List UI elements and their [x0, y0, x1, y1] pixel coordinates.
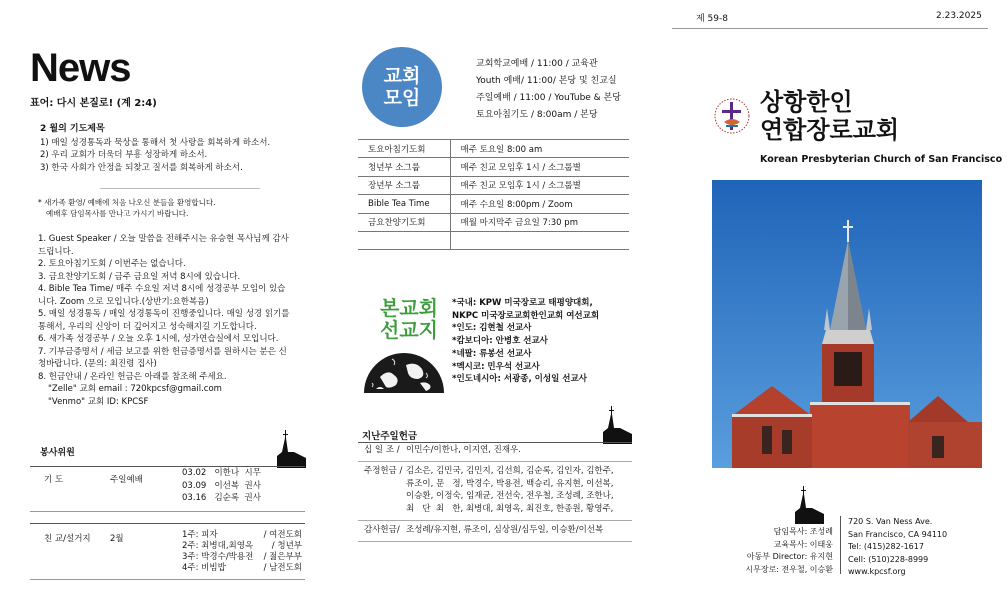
cleaning-duty-row	[182, 530, 302, 541]
issue-date: 2.23.2025	[936, 11, 982, 21]
prayer-duty-row: 03.09 이선복 권사	[182, 480, 261, 491]
announcement-list	[38, 233, 308, 408]
announcement-line: 8. 헌금안내 / 온라인 헌금은 아래를 참조해 주세요.	[38, 371, 227, 382]
mission-item: *네팔: 류봉선 선교사	[452, 348, 532, 359]
prayer-title: 2 월의 기도제목	[40, 124, 105, 134]
mission-item: *인도: 김현철 선교사	[452, 323, 532, 334]
table-row	[358, 231, 629, 249]
prayer-duty-rows	[182, 467, 261, 505]
prayer-block	[40, 123, 300, 174]
meeting-time: 매주 친교 모임후 1시 / 소그룹별	[450, 158, 629, 176]
pcusa-seal-icon	[712, 94, 752, 144]
worship-schedule	[476, 56, 621, 124]
address-line: San Francisco, CA 94110	[848, 529, 948, 539]
offering-line: 최 단 최 한, 최병대, 최영옥, 최진호, 한종원, 황영주,	[406, 503, 614, 514]
announcement-line: 드립니다.	[38, 246, 74, 257]
offering-line: 이승환, 이정숙, 임재균, 전선숙, 전우철, 조성례, 조한나,	[406, 491, 614, 501]
cleaning-duty-label: 친 교/설거지	[44, 534, 91, 544]
sunday-offering-label: 주정헌금 /	[364, 466, 403, 476]
meeting-time: 매주 수요일 8:00pm / Zoom	[450, 195, 629, 213]
mission-item: NKPC 미국장로교회한인교회 여선교회	[452, 310, 600, 321]
news-motto: 표어: 다시 본질로! (계 2:4)	[30, 98, 157, 109]
mission-title-line: 본교회	[380, 296, 438, 320]
staff-line: 교육목사: 이태웅	[773, 539, 833, 549]
divider	[100, 188, 260, 189]
meeting-time: 매주 친교 모임후 1시 / 소그룹별	[450, 176, 629, 194]
announcement-line: 니다. Zoom 으로 모입니다.(상반기:요한복음)	[38, 296, 209, 307]
divider	[840, 516, 841, 574]
offering-line: 김소은, 김민국, 김민지, 김선희, 김순록, 김인자, 김한주,	[406, 466, 614, 476]
cleaning-group: / 여전도회	[263, 530, 302, 540]
news-title: News	[30, 46, 131, 90]
zelle-info: "Zelle" 교회 email : 720kpcsf@gmail.com	[48, 384, 222, 394]
cleaning-group: / 남전도회	[263, 563, 302, 573]
header-divider	[672, 28, 988, 29]
cleaning-duty-row	[182, 563, 302, 574]
announcement-line: 6. 새가족 성경공부 / 오늘 오후 1시에, 성가연습실에서 모입니다.	[38, 334, 279, 344]
cleaning-group: / 청년부	[271, 541, 302, 551]
tithe-label: 십 일 조 /	[364, 445, 400, 455]
meeting-name: 청년부 소그룹	[358, 158, 450, 176]
meeting-name: 토요아침기도회	[358, 140, 450, 158]
address-line: Tel: (415)282-1617	[848, 542, 924, 551]
staff-line: 시무장로: 전우철, 이승환	[745, 564, 833, 574]
meeting-name: 장년부 소그룹	[358, 176, 450, 194]
cleaning-item: 2주: 최병대,최영옥	[182, 541, 254, 551]
mission-item: *국내: KPW 미국장로교 태평양대회,	[452, 298, 593, 308]
address-line: 720 S. Van Ness Ave.	[848, 517, 933, 526]
meeting-time: 매월 마지막주 금요일 7:30 pm	[450, 213, 629, 231]
cleaning-item: 4주: 비빔밥	[182, 563, 226, 573]
table-row	[358, 158, 629, 176]
worship-badge-line: 모임	[383, 87, 421, 109]
schedule-item: 토요아침기도 / 8:00am / 본당	[476, 110, 598, 120]
divider	[30, 511, 305, 512]
prayer-duty-label: 기 도	[44, 475, 64, 485]
service-title: 봉사위원	[40, 448, 75, 458]
offering-line: 류조이, 문 정, 박경수, 박용전, 백승리, 유지현, 이선복,	[406, 478, 614, 489]
thanks-offering-label: 감사헌금/	[364, 525, 400, 535]
cleaning-item: 1주: 피자	[182, 530, 218, 540]
announcement-line: 4. Bible Tea Time/ 매주 수요일 저녁 8시에 성경공부 모임이 있습	[38, 284, 286, 294]
church-name-line: 상항한인	[760, 88, 853, 116]
divider	[30, 579, 305, 580]
announcement-line: 2. 토요아침기도회 / 이번주는 없습니다.	[38, 259, 186, 269]
church-name-line: 연합장로교회	[760, 116, 900, 144]
staff-line: 아동부 Director: 유지현	[746, 552, 833, 561]
announcement-line: 통해서, 우리의 신앙이 더 깊어지고 성숙해지길 기도합니다.	[38, 321, 257, 332]
table-row	[358, 195, 629, 213]
announcement-line: 청바랍니다. (문의: 최진령 집사)	[38, 359, 157, 369]
worship-badge	[362, 47, 442, 127]
prayer-duty-type: 주일예배	[110, 475, 143, 485]
cleaning-duty-month: 2월	[110, 534, 124, 544]
venmo-info: "Venmo" 교회 ID: KPCSF	[48, 396, 149, 407]
welcome-line: 예배후 담임목사를 만나고 가시기 바랍니다.	[46, 209, 189, 218]
divider	[358, 442, 632, 443]
cleaning-duty-row	[182, 541, 302, 552]
mission-item: *멕시코: 민우석 선교사	[452, 361, 540, 372]
table-row	[358, 176, 629, 194]
issue-number: 제 59-8	[696, 14, 728, 24]
announcement-line: 5. 매일 성경통독 / 매일 성경통독이 진행중입니다. 매일 성경 읽기를	[38, 309, 290, 319]
cleaning-duty-rows	[182, 530, 302, 574]
offerings-title: 지난주일헌금	[362, 431, 418, 442]
table-row	[358, 213, 629, 231]
address-block	[848, 516, 947, 579]
prayer-item: 2) 우리 교회가 더욱더 부흥 성장하게 하소서.	[40, 150, 208, 160]
meeting-name: Bible Tea Time	[358, 195, 450, 213]
mission-title-line: 선교지	[380, 318, 438, 342]
prayer-duty-row: 03.02 이한나 시무	[182, 468, 261, 478]
divider	[30, 466, 305, 467]
globe-icon	[362, 347, 446, 393]
worship-badge-line: 교회	[383, 65, 421, 87]
mission-title	[372, 297, 446, 341]
mission-item: *캄보디아: 안병호 선교사	[452, 336, 548, 347]
cleaning-item: 3주: 박경수/박용전	[182, 552, 254, 562]
mission-item: *인도네시아: 서광종, 이성일 선교사	[452, 374, 587, 385]
prayer-duty-row: 03.16 김순록 권사	[182, 493, 261, 503]
divider	[30, 523, 305, 524]
meeting-name	[358, 231, 450, 249]
church-silhouette-icon	[792, 484, 824, 524]
table-row	[358, 140, 629, 158]
church-name-korean	[760, 88, 899, 144]
announcement-line: 7. 기부금증명서 / 세금 보고를 위한 헌금증명서를 원하시는 분은 신	[38, 346, 287, 357]
tithe-names: 이민수/이한나, 이지연, 진재우.	[406, 445, 521, 455]
divider	[358, 461, 632, 462]
thanks-offering-names: 조성례/유지현, 류조이, 심상원/심두일, 이승환/이선복	[406, 525, 604, 535]
address-line: Cell: (510)228-8999	[848, 554, 929, 564]
meeting-time	[450, 231, 629, 249]
website-link[interactable]: www.kpcsf.org	[848, 567, 906, 576]
cleaning-duty-row	[182, 552, 302, 563]
prayer-item: 1) 매일 성경통독과 묵상을 통해서 첫 사랑을 회복하게 하소서.	[40, 137, 271, 148]
announcement-line: 1. Guest Speaker / 오늘 말씀을 전해주시는 유승현 목사님께 감사	[38, 234, 289, 244]
schedule-item: 주일예배 / 11:00 / YouTube & 본당	[476, 93, 621, 103]
schedule-item: 교회학교예배 / 11:00 / 교육관	[476, 59, 598, 69]
sunday-offering-names	[406, 465, 614, 515]
divider	[358, 520, 632, 521]
schedule-item: Youth 예배/ 11:00/ 본당 및 친교실	[476, 76, 617, 86]
mission-list	[452, 297, 599, 386]
church-photo	[712, 180, 982, 468]
announcement-line: 3. 금요찬양기도회 / 금주 금요일 저녁 8시에 있습니다.	[38, 271, 241, 282]
meetings-table	[358, 139, 629, 250]
meeting-time: 매주 토요일 8:00 am	[450, 140, 629, 158]
church-silhouette-icon	[600, 404, 632, 444]
meeting-name: 금요찬양기도회	[358, 213, 450, 231]
staff-list	[735, 526, 833, 576]
church-name-english: Korean Presbyterian Church of San Francisco	[760, 154, 1003, 165]
prayer-item: 3) 한국 사회가 안정을 되찾고 질서를 회복하게 하소서.	[40, 162, 243, 173]
welcome-block	[38, 197, 298, 219]
divider	[358, 541, 632, 542]
welcome-line: * 새가족 환영/ 예배에 처음 나오신 분들을 환영합니다.	[38, 198, 216, 207]
cleaning-group: / 젊은부부	[263, 552, 302, 562]
church-silhouette-icon	[274, 428, 306, 468]
staff-line: 담임목사: 조성례	[773, 527, 833, 536]
